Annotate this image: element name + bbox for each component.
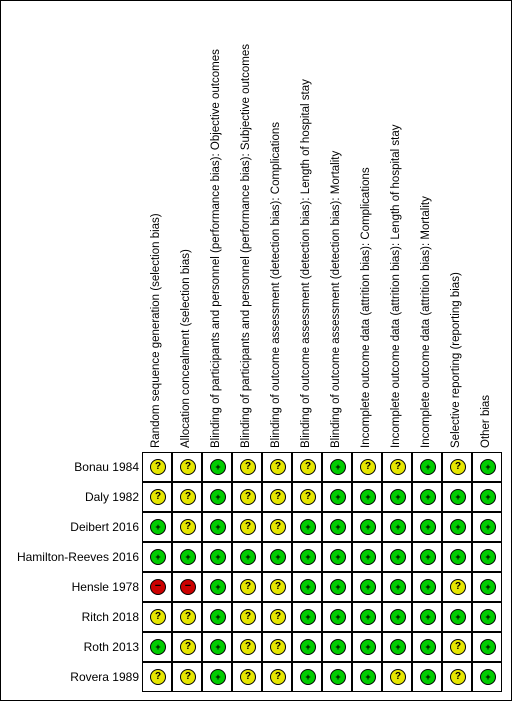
rating-cell <box>262 542 292 572</box>
rating-cell <box>292 662 322 692</box>
low-risk-icon: + <box>390 549 406 565</box>
column-header-label: Incomplete outcome data (attrition bias): Mortality <box>420 196 432 448</box>
low-risk-icon: + <box>300 669 316 685</box>
low-risk-icon: + <box>300 639 316 655</box>
column-header-label: Blinding of participants and personnel (performance bias): Subjective outcomes <box>240 44 252 448</box>
unclear-risk-icon: ? <box>180 489 196 505</box>
column-header-label: Allocation concealment (selection bias) <box>180 249 192 448</box>
rating-cell <box>292 572 322 602</box>
rating-cell <box>172 512 202 542</box>
unclear-risk-icon: ? <box>240 519 256 535</box>
rating-cell <box>442 602 472 632</box>
rating-cell <box>202 662 232 692</box>
rating-cell <box>412 542 442 572</box>
rating-cell <box>322 632 352 662</box>
unclear-risk-icon: ? <box>270 519 286 535</box>
low-risk-icon: + <box>480 669 496 685</box>
unclear-risk-icon: ? <box>300 459 316 475</box>
low-risk-icon: + <box>330 519 346 535</box>
rating-cell <box>232 602 262 632</box>
rating-cell <box>442 662 472 692</box>
rating-cell <box>412 572 442 602</box>
rating-cell <box>172 482 202 512</box>
rating-cell <box>412 512 442 542</box>
rating-cell <box>352 542 382 572</box>
unclear-risk-icon: ? <box>450 579 466 595</box>
rating-cell <box>142 602 172 632</box>
low-risk-icon: + <box>330 549 346 565</box>
low-risk-icon: + <box>300 549 316 565</box>
rating-cell <box>202 512 232 542</box>
rating-cell <box>442 482 472 512</box>
rating-cell <box>142 482 172 512</box>
rating-cell <box>472 542 502 572</box>
low-risk-icon: + <box>480 519 496 535</box>
rating-cell <box>472 482 502 512</box>
rating-cell <box>382 572 412 602</box>
unclear-risk-icon: ? <box>180 459 196 475</box>
high-risk-icon: − <box>150 579 166 595</box>
column-header-label: Blinding of outcome assessment (detection bias): Length of hospital stay <box>300 79 312 448</box>
low-risk-icon: + <box>330 489 346 505</box>
low-risk-icon: + <box>210 549 226 565</box>
low-risk-icon: + <box>480 489 496 505</box>
unclear-risk-icon: ? <box>270 639 286 655</box>
low-risk-icon: + <box>360 639 376 655</box>
column-header-label: Incomplete outcome data (attrition bias): Complications <box>360 167 372 448</box>
rating-cell <box>352 602 382 632</box>
rating-cell <box>442 512 472 542</box>
unclear-risk-icon: ? <box>240 669 256 685</box>
column-header-label: Incomplete outcome data (attrition bias): Length of hospital stay <box>390 124 402 448</box>
rating-cell <box>262 602 292 632</box>
study-label: Daly 1982 <box>84 490 139 504</box>
low-risk-icon: + <box>240 549 256 565</box>
study-label: Bonau 1984 <box>74 460 139 474</box>
rating-cell <box>292 632 322 662</box>
rating-cell <box>232 572 262 602</box>
low-risk-icon: + <box>480 609 496 625</box>
low-risk-icon: + <box>330 639 346 655</box>
unclear-risk-icon: ? <box>240 609 256 625</box>
rating-cell <box>412 452 442 482</box>
rating-cell <box>322 602 352 632</box>
rating-cell <box>262 482 292 512</box>
low-risk-icon: + <box>150 549 166 565</box>
low-risk-icon: + <box>150 519 166 535</box>
rating-cell <box>262 662 292 692</box>
high-risk-icon: − <box>180 579 196 595</box>
rating-cell <box>172 602 202 632</box>
rating-cell <box>172 452 202 482</box>
low-risk-icon: + <box>300 519 316 535</box>
rating-cell <box>472 572 502 602</box>
unclear-risk-icon: ? <box>300 489 316 505</box>
rating-cell <box>232 542 262 572</box>
unclear-risk-icon: ? <box>180 609 196 625</box>
low-risk-icon: + <box>330 669 346 685</box>
low-risk-icon: + <box>420 669 436 685</box>
column-header-label: Blinding of outcome assessment (detection bias): Complications <box>270 122 282 448</box>
rating-cell <box>472 452 502 482</box>
rating-cell <box>472 662 502 692</box>
column-header-label: Selective reporting (reporting bias) <box>450 272 462 448</box>
rating-cell <box>292 602 322 632</box>
low-risk-icon: + <box>360 489 376 505</box>
low-risk-icon: + <box>180 549 196 565</box>
low-risk-icon: + <box>420 609 436 625</box>
low-risk-icon: + <box>210 489 226 505</box>
low-risk-icon: + <box>210 579 226 595</box>
low-risk-icon: + <box>360 549 376 565</box>
unclear-risk-icon: ? <box>150 459 166 475</box>
rating-cell <box>202 602 232 632</box>
column-header-label: Other bias <box>480 394 492 448</box>
low-risk-icon: + <box>420 489 436 505</box>
low-risk-icon: + <box>270 549 286 565</box>
low-risk-icon: + <box>210 519 226 535</box>
low-risk-icon: + <box>210 609 226 625</box>
rating-cell <box>322 482 352 512</box>
low-risk-icon: + <box>450 519 466 535</box>
rating-cell <box>322 572 352 602</box>
rating-cell <box>202 482 232 512</box>
rating-cell <box>172 572 202 602</box>
low-risk-icon: + <box>210 669 226 685</box>
low-risk-icon: + <box>300 609 316 625</box>
column-header-label: Random sequence generation (selection bias) <box>150 213 162 448</box>
study-label: Rovera 1989 <box>70 670 139 684</box>
low-risk-icon: + <box>390 519 406 535</box>
rating-cell <box>412 482 442 512</box>
unclear-risk-icon: ? <box>390 459 406 475</box>
unclear-risk-icon: ? <box>270 579 286 595</box>
low-risk-icon: + <box>480 459 496 475</box>
low-risk-icon: + <box>300 579 316 595</box>
rating-cell <box>472 632 502 662</box>
rating-cell <box>322 512 352 542</box>
study-label: Roth 2013 <box>83 640 139 654</box>
unclear-risk-icon: ? <box>180 639 196 655</box>
rating-cell <box>442 452 472 482</box>
rating-cell <box>172 632 202 662</box>
rating-cell <box>382 632 412 662</box>
unclear-risk-icon: ? <box>240 579 256 595</box>
rating-cell <box>262 452 292 482</box>
rating-cell <box>142 662 172 692</box>
unclear-risk-icon: ? <box>390 669 406 685</box>
rating-cell <box>382 482 412 512</box>
rating-cell <box>412 662 442 692</box>
unclear-risk-icon: ? <box>150 609 166 625</box>
unclear-risk-icon: ? <box>240 459 256 475</box>
study-label: Hamilton-Reeves 2016 <box>16 550 139 564</box>
rating-cell <box>142 572 172 602</box>
low-risk-icon: + <box>420 519 436 535</box>
low-risk-icon: + <box>390 579 406 595</box>
rating-cell <box>142 632 172 662</box>
low-risk-icon: + <box>360 519 376 535</box>
low-risk-icon: + <box>390 609 406 625</box>
rating-cell <box>172 542 202 572</box>
rating-cell <box>352 482 382 512</box>
low-risk-icon: + <box>360 609 376 625</box>
rating-cell <box>292 452 322 482</box>
rating-cell <box>292 512 322 542</box>
low-risk-icon: + <box>420 459 436 475</box>
unclear-risk-icon: ? <box>360 459 376 475</box>
rating-cell <box>232 482 262 512</box>
unclear-risk-icon: ? <box>150 489 166 505</box>
rating-cell <box>442 572 472 602</box>
rating-cell <box>382 542 412 572</box>
rating-cell <box>382 662 412 692</box>
study-label: Hensle 1978 <box>71 580 139 594</box>
rating-cell <box>442 542 472 572</box>
low-risk-icon: + <box>150 639 166 655</box>
rating-cell <box>322 542 352 572</box>
rating-cell <box>292 482 322 512</box>
unclear-risk-icon: ? <box>240 639 256 655</box>
rating-cell <box>352 512 382 542</box>
rating-cell <box>382 602 412 632</box>
rating-cell <box>352 662 382 692</box>
rating-cell <box>232 512 262 542</box>
rating-cell <box>202 632 232 662</box>
unclear-risk-icon: ? <box>270 609 286 625</box>
rating-cell <box>172 662 202 692</box>
rating-cell <box>352 572 382 602</box>
low-risk-icon: + <box>480 549 496 565</box>
rating-cell <box>322 452 352 482</box>
rating-cell <box>412 602 442 632</box>
low-risk-icon: + <box>480 579 496 595</box>
study-label: Deibert 2016 <box>70 520 139 534</box>
low-risk-icon: + <box>390 489 406 505</box>
low-risk-icon: + <box>210 459 226 475</box>
rating-cell <box>142 542 172 572</box>
rating-cell <box>142 452 172 482</box>
unclear-risk-icon: ? <box>270 489 286 505</box>
low-risk-icon: + <box>330 609 346 625</box>
rating-cell <box>232 452 262 482</box>
low-risk-icon: + <box>450 489 466 505</box>
low-risk-icon: + <box>360 669 376 685</box>
unclear-risk-icon: ? <box>450 639 466 655</box>
column-header-label: Blinding of participants and personnel (performance bias): Objective outcomes <box>210 49 222 448</box>
low-risk-icon: + <box>210 639 226 655</box>
unclear-risk-icon: ? <box>240 489 256 505</box>
unclear-risk-icon: ? <box>450 669 466 685</box>
rating-cell <box>382 512 412 542</box>
rating-cell <box>142 512 172 542</box>
rating-cell <box>412 632 442 662</box>
low-risk-icon: + <box>450 609 466 625</box>
low-risk-icon: + <box>420 639 436 655</box>
rating-cell <box>352 632 382 662</box>
column-header-label: Blinding of outcome assessment (detection bias): Mortality <box>330 150 342 448</box>
low-risk-icon: + <box>420 549 436 565</box>
unclear-risk-icon: ? <box>270 669 286 685</box>
unclear-risk-icon: ? <box>450 459 466 475</box>
unclear-risk-icon: ? <box>180 519 196 535</box>
rating-cell <box>202 572 232 602</box>
rating-cell <box>262 512 292 542</box>
rating-cell <box>322 662 352 692</box>
rating-cell <box>232 662 262 692</box>
low-risk-icon: + <box>480 639 496 655</box>
low-risk-icon: + <box>330 459 346 475</box>
rating-cell <box>262 632 292 662</box>
rating-cell <box>382 452 412 482</box>
rating-cell <box>352 452 382 482</box>
rating-cell <box>202 452 232 482</box>
unclear-risk-icon: ? <box>270 459 286 475</box>
low-risk-icon: + <box>450 549 466 565</box>
low-risk-icon: + <box>360 579 376 595</box>
rating-cell <box>472 602 502 632</box>
rating-cell <box>262 572 292 602</box>
low-risk-icon: + <box>330 579 346 595</box>
rating-cell <box>202 542 232 572</box>
rating-cell <box>442 632 472 662</box>
study-label: Ritch 2018 <box>81 610 139 624</box>
low-risk-icon: + <box>420 579 436 595</box>
low-risk-icon: + <box>390 639 406 655</box>
rating-cell <box>232 632 262 662</box>
rating-cell <box>472 512 502 542</box>
unclear-risk-icon: ? <box>150 669 166 685</box>
unclear-risk-icon: ? <box>180 669 196 685</box>
rating-cell <box>292 542 322 572</box>
